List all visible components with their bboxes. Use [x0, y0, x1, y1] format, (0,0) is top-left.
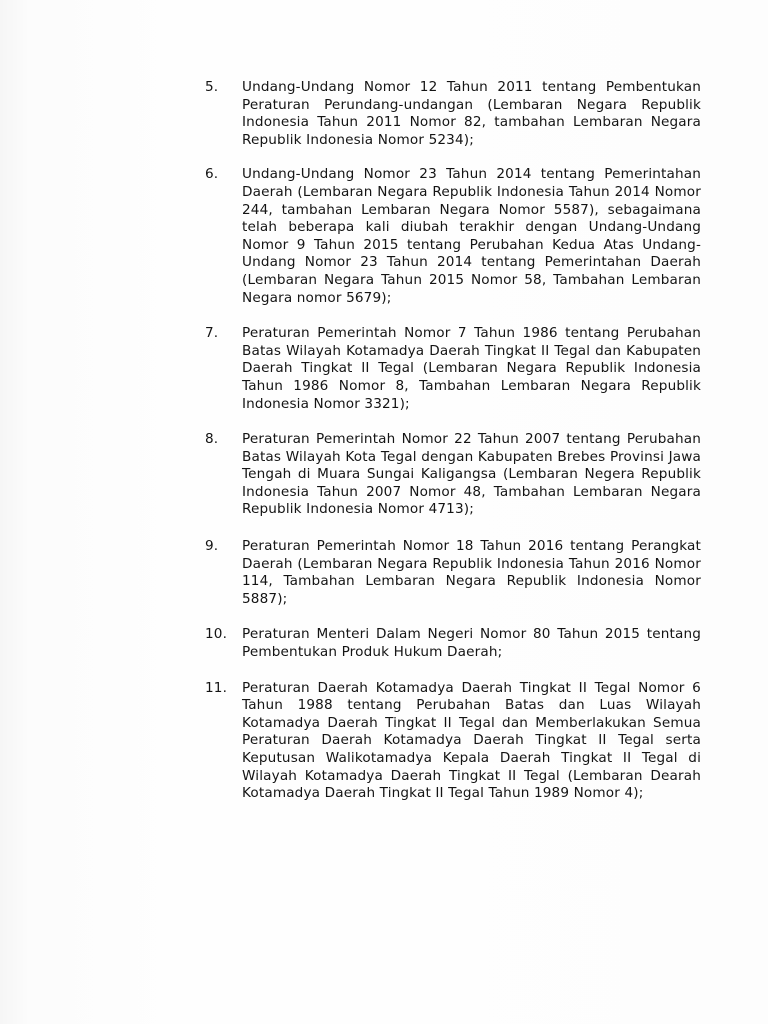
legal-reference-list	[205, 79, 701, 803]
item-number: 10.	[205, 626, 228, 643]
item-text: Undang-Undang Nomor 23 Tahun 2014 tentang Pemerintahan Daerah (Lembaran Negara Republik Indonesia Tahun 2014 Nomor 244, tambahan Lembaran Negara Nomor 5587), sebagaimana telah beberapa kali diubah terakhir dengan Undang-Undang Nomor 9 Tahun 2015 tentang Perubahan Kedua Atas Undang-Undang Nomor 23 Tahun 2014 tentang Pemerintahan Daerah (Lembaran Negara Tahun 2015 Nomor 58, Tambahan Lembaran Negara nomor 5679);	[242, 166, 701, 306]
item-number: 9.	[205, 538, 219, 555]
item-text: Peraturan Menteri Dalam Negeri Nomor 80 Tahun 2015 tentang Pembentukan Produk Hukum Daerah;	[242, 626, 701, 661]
list-item	[205, 538, 701, 608]
item-text: Undang-Undang Nomor 12 Tahun 2011 tentang Pembentukan Peraturan Perundang-undangan (Lembaran Negara Republik Indonesia Tahun 2011 Nomor 82, tambahan Lembaran Negara Republik Indonesia Nomor 5234);	[242, 79, 701, 148]
item-number: 6.	[205, 166, 219, 183]
list-item	[205, 431, 701, 519]
item-text: Peraturan Pemerintah Nomor 22 Tahun 2007 tentang Perubahan Batas Wilayah Kota Tegal dengan Kabupaten Brebes Provinsi Jawa Tengah di Muara Sungai Kaligangsa (Lembaran Negera Republik Indonesia Tahun 2007 Nomor 48, Tambahan Lembaran Negara Republik Indonesia Nomor 4713);	[242, 431, 701, 518]
list-item	[205, 680, 701, 803]
list-item	[205, 325, 701, 413]
list-item	[205, 166, 701, 307]
item-text: Peraturan Daerah Kotamadya Daerah Tingkat II Tegal Nomor 6 Tahun 1988 tentang Perubahan Batas dan Luas Wilayah Kotamadya Daerah Tingkat II Tegal dan Memberlakukan Semua Peraturan Daerah Kotamadya Daerah Tingkat II Tegal serta Keputusan Walikotamadya Kepala Daerah Tingkat II Tegal di Wilayah Kotamadya Daerah Tingkat II Tegal (Lembaran Dearah Kotamadya Daerah Tingkat II Tegal Tahun 1989 Nomor 4);	[242, 679, 701, 802]
item-text: Peraturan Pemerintah Nomor 18 Tahun 2016 tentang Perangkat Daerah (Lembaran Negara Republik Indonesia Tahun 2016 Nomor 114, Tambahan Lembaran Negara Republik Indonesia Nomor 5887);	[242, 538, 701, 607]
list-item	[205, 79, 701, 149]
list-item	[205, 626, 701, 661]
item-number: 7.	[205, 325, 219, 342]
item-number: 8.	[205, 431, 219, 448]
item-number: 11.	[205, 679, 228, 696]
item-text: Peraturan Pemerintah Nomor 7 Tahun 1986 tentang Perubahan Batas Wilayah Kotamadya Daerah Tingkat II Tegal dan Kabupaten Daerah Tingkat II Tegal (Lembaran Negara Republik Indonesia Tahun 1986 Nomor 8, Tambahan Lembaran Negara Republik Indonesia Nomor 3321);	[242, 325, 701, 412]
item-number: 5.	[205, 79, 219, 95]
